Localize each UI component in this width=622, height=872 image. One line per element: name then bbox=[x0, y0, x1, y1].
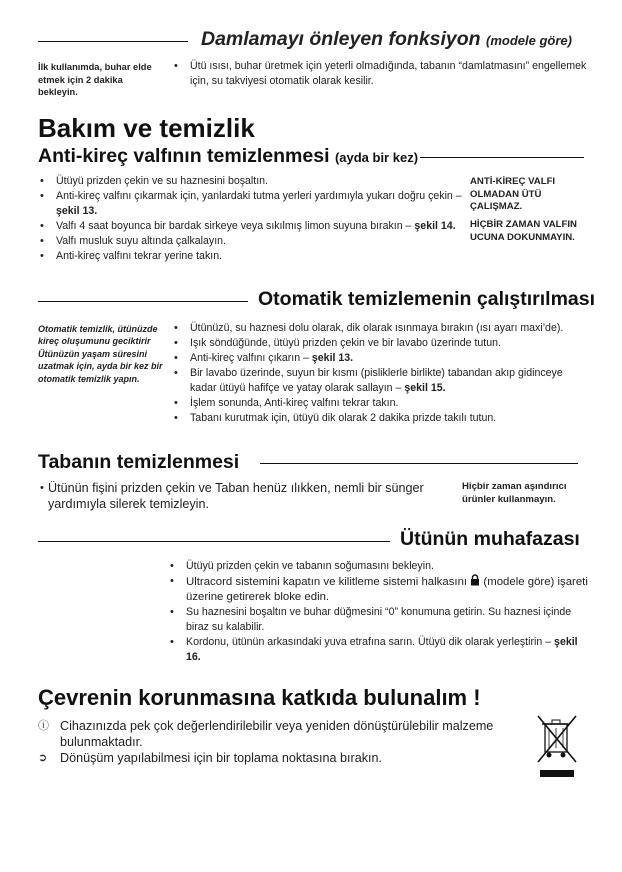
drip-side-note: İlk kullanımda, buhar elde etmek için 2 dakika bekleyin. bbox=[38, 62, 152, 97]
list-item: • Ultracord sistemini kapatın ve kilitleme sistemi halkasını (modele göre) işareti üzerine getirerek bloke edin. bbox=[168, 574, 592, 605]
list-item: • Ütüyü prizden çekin ve tabanın soğumasını bekleyin. bbox=[168, 559, 592, 574]
drip-bullet: • Ütü ısısı, buhar üretmek için yeterli olmadığında, tabanın “damlatmasını” engellemek için, su takviyesi otomatik olarak kesilir. bbox=[172, 59, 590, 89]
valve-note: (ayda bir kez) bbox=[334, 150, 419, 165]
list-item: • Ütüyü prizden çekin ve su haznesini boşaltın. bbox=[38, 174, 476, 189]
list-item: • Valfı musluk suyu altında çalkalayın. bbox=[38, 234, 476, 249]
auto-rule bbox=[38, 301, 248, 302]
crossed-out-wheelie-bin-icon bbox=[532, 712, 582, 782]
drip-rule bbox=[38, 41, 188, 42]
list-item: • Anti-kireç valfını çıkarın – şekil 13. bbox=[172, 351, 592, 366]
list-item: • Valfı 4 saat boyunca bir bardak sirkeye veya sıkılmış limon suyuna bırakın – şekil 14. bbox=[38, 219, 476, 234]
sole-rule bbox=[260, 463, 578, 464]
sole-warning: Hiçbir zaman aşındırıcı ürünler kullanmayın. bbox=[462, 481, 567, 505]
list-item: • Tabanı kurutmak için, ütüyü dik olarak 2 dakika prizde takılı tutun. bbox=[172, 411, 592, 426]
list-item: • Bir lavabo üzerinde, suyun bir kısmı (pisliklerle birlikte) tabandan akıp gidinceye kadar ütüyü hafifçe ve yatay olarak sallayın – şekil 15. bbox=[172, 366, 592, 396]
list-item: • Anti-kireç valfını çıkarmak için, yanlardaki tutma yerleri yardımıyla yukarı doğru çekin – şekil 13. bbox=[38, 189, 476, 219]
care-title: Bakım ve temizlik bbox=[38, 113, 255, 143]
env-list bbox=[38, 718, 508, 766]
info-icon: ⓘ bbox=[38, 720, 49, 732]
valve-warning-1: ANTİ-KİREÇ VALFI OLMADAN ÜTÜ ÇALIŞMAZ. bbox=[470, 176, 556, 213]
valve-title: Anti-kireç valfının temizlenmesi (ayda bir kez) bbox=[38, 145, 419, 167]
storage-rule bbox=[38, 541, 390, 542]
drip-note: (modele göre) bbox=[486, 33, 572, 48]
list-item: • Işık söndüğünde, ütüyü prizden çekin ve bir lavabo üzerinde tutun. bbox=[172, 336, 592, 351]
sole-title: Tabanın temizlenmesi bbox=[38, 451, 240, 473]
list-item: • Ütünüzü, su haznesi dolu olarak, dik olarak ısınmaya bırakın (ısı ayarı maxi’de). bbox=[172, 321, 592, 336]
list-item: • Anti-kireç valfını tekrar yerine takın. bbox=[38, 249, 476, 264]
env-title: Çevrenin korunmasına katkıda bulunalım ! bbox=[38, 685, 481, 710]
list-item: • İşlem sonunda, Anti-kireç valfını tekrar takın. bbox=[172, 396, 592, 411]
padlock-icon bbox=[470, 574, 480, 586]
list-item: ⓘ Cihazınızda pek çok değerlendirilebilir veya yeniden dönüştürülebilir malzeme bulunmaktadır. bbox=[38, 719, 494, 749]
arrow-icon: ➲ bbox=[38, 752, 48, 764]
auto-list bbox=[172, 321, 592, 426]
valve-warning-2: HİÇBİR ZAMAN VALFIN UCUNA DOKUNMAYIN. bbox=[470, 219, 577, 243]
list-item: • Kordonu, ütünün arkasındaki yuva etrafına sarın. Ütüyü dik olarak yerleştirin – şekil 16. bbox=[168, 635, 592, 665]
valve-list bbox=[38, 174, 476, 264]
storage-list bbox=[168, 559, 592, 665]
valve-rule bbox=[420, 157, 584, 158]
storage-title: Ütünün muhafazası bbox=[400, 528, 580, 550]
auto-title: Otomatik temizlemenin çalıştırılması bbox=[258, 288, 596, 310]
auto-side-note: Otomatik temizlik, ütünüzde kireç oluşumunu geciktirir Ütünüzün yaşam süresini uzatmak için, ayda bir kez bir otomatik temizlik yapın. bbox=[38, 324, 163, 384]
sole-text: • Ütünün fişini prizden çekin ve Taban henüz ılıkken, nemli bir sünger yardımıyla silerek temizleyin. bbox=[38, 480, 458, 512]
list-item: ➲ Dönüşüm yapılabilmesi için bir toplama noktasına bırakın. bbox=[38, 751, 382, 765]
drip-title: Damlamayı önleyen fonksiyon (modele göre) bbox=[201, 28, 572, 50]
list-item: • Su haznesini boşaltın ve buhar düğmesini “0” konumuna getirin. Su haznesi içinde biraz su kalabilir. bbox=[168, 605, 592, 635]
